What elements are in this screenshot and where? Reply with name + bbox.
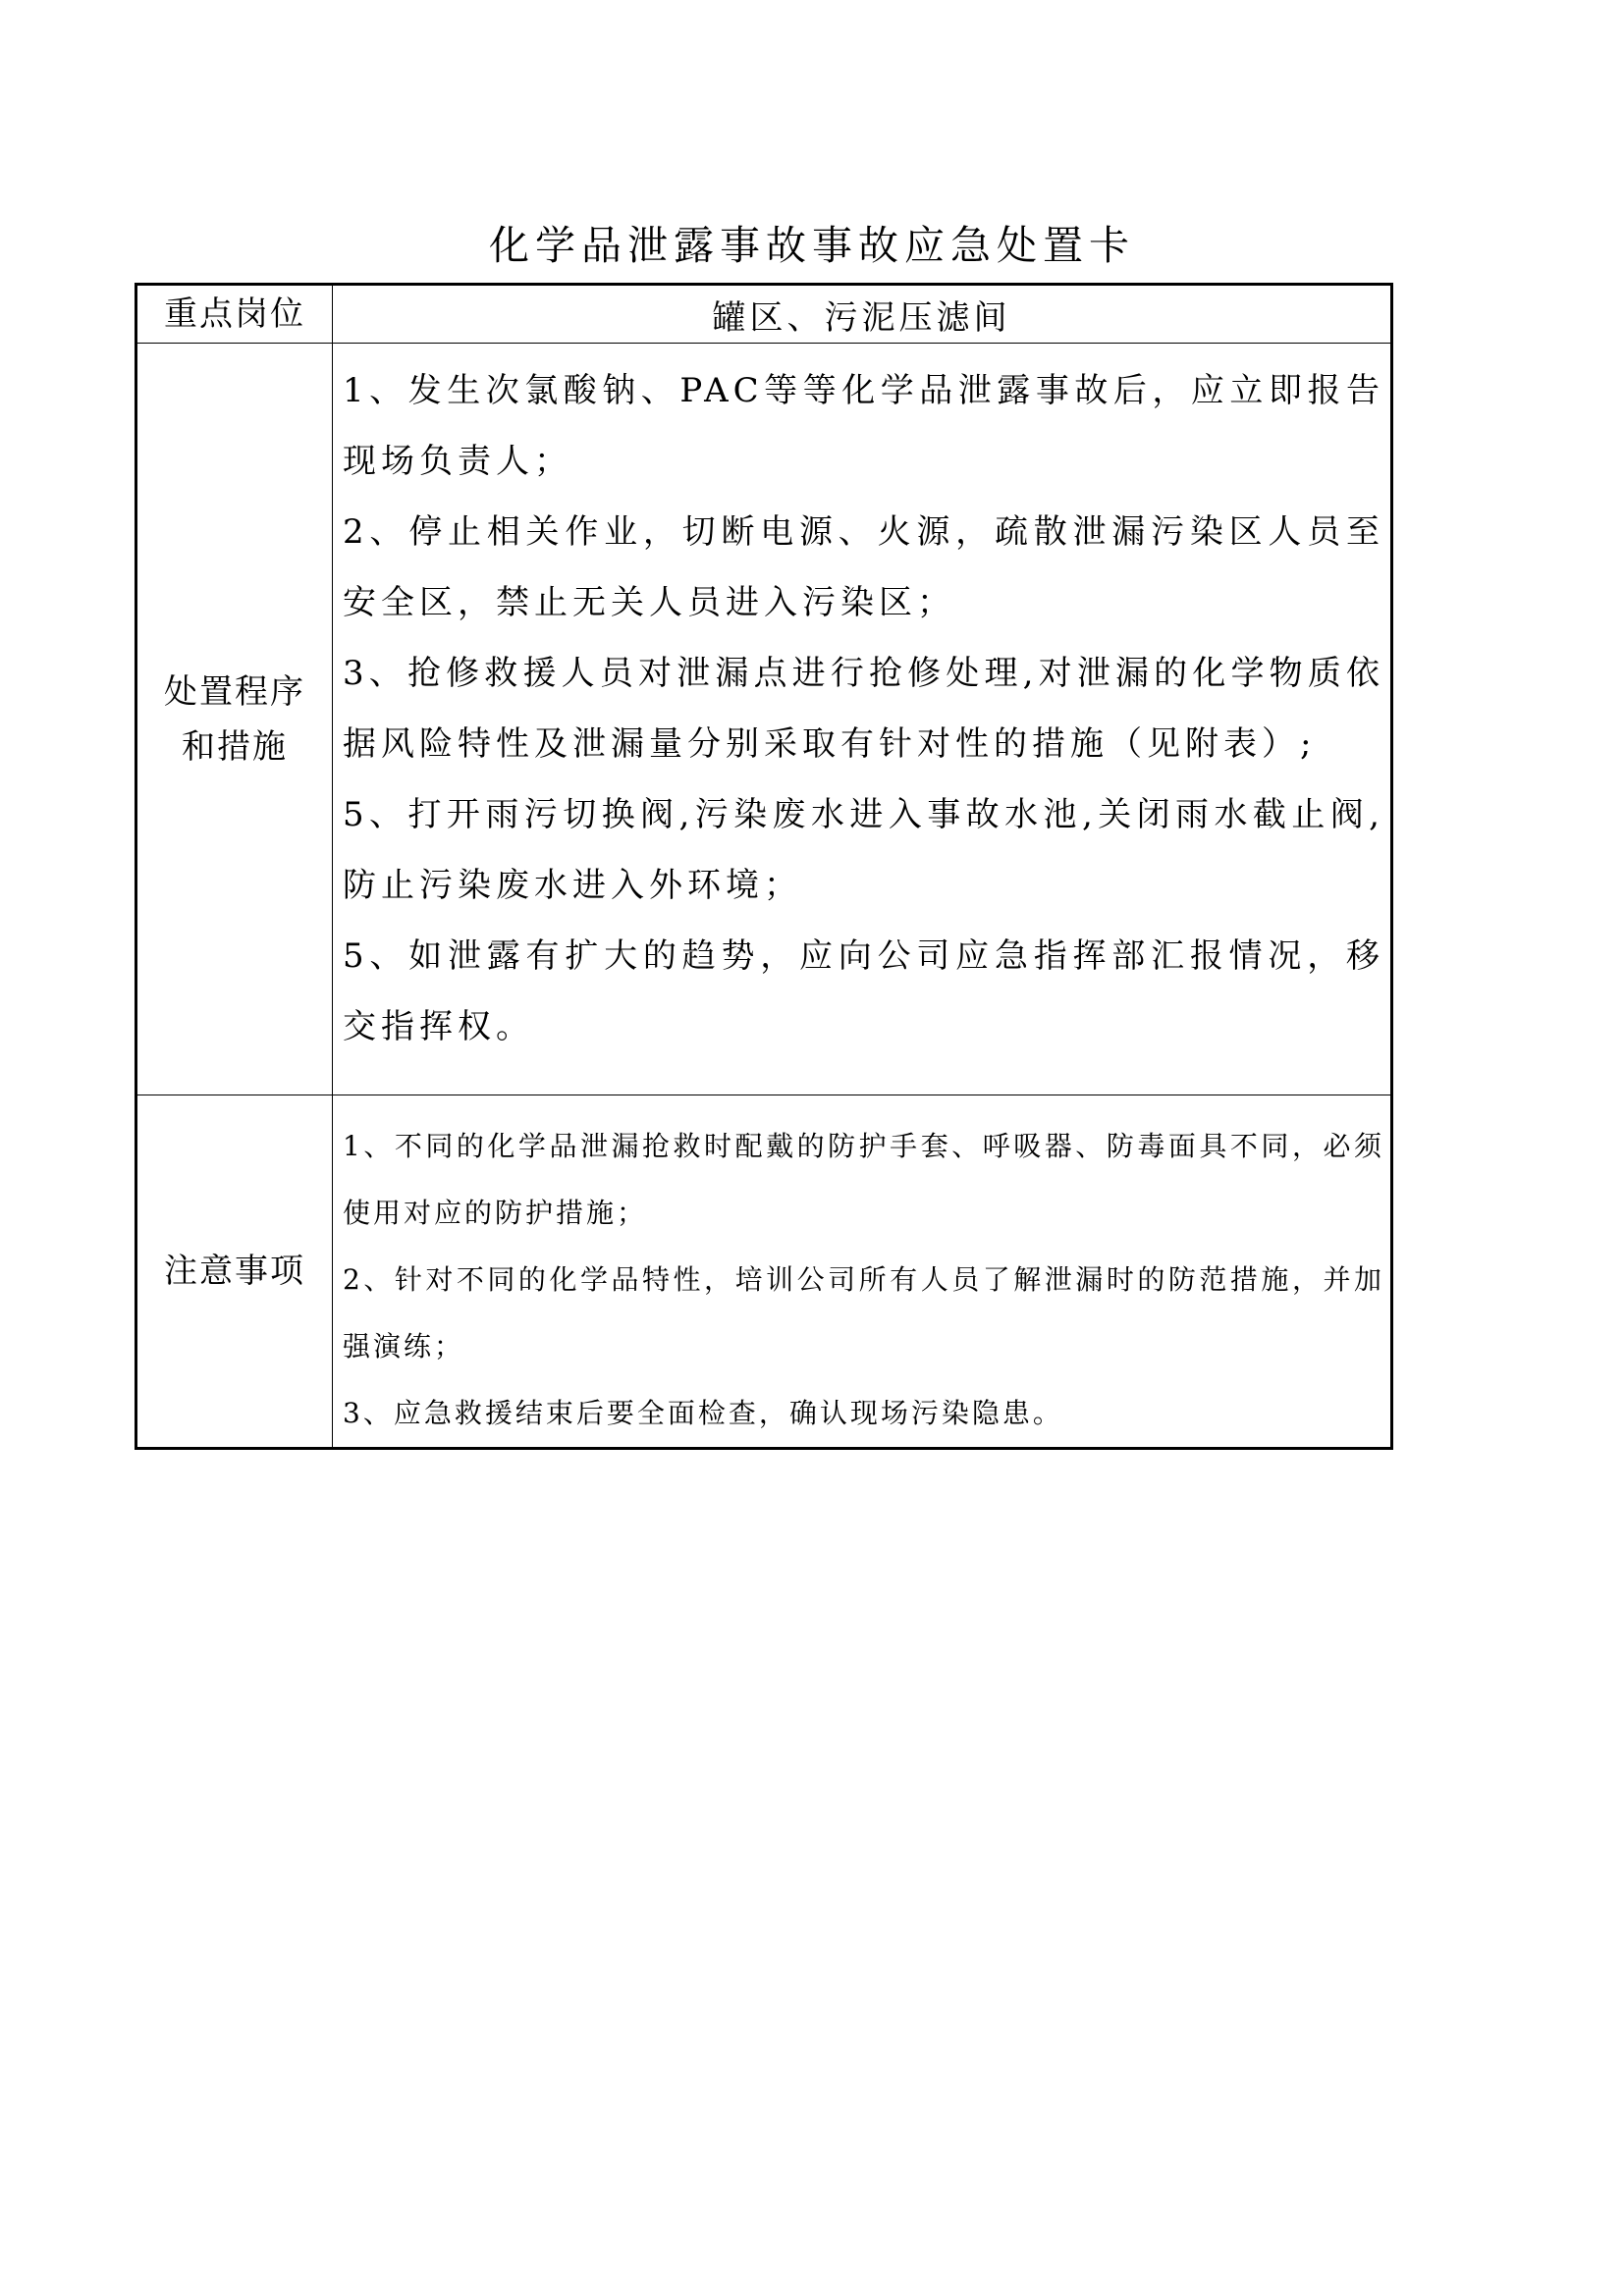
procedure-item: 1、发生次氯酸钠、PAC等等化学品泄露事故后，应立即报告现场负责人；: [343, 371, 1384, 481]
procedure-item: 5、打开雨污切换阀,污染废水进入事故水池,关闭雨水截止阀,防止污染废水进入外环境；: [343, 795, 1384, 905]
table-row-notes: [136, 1095, 1392, 1449]
procedure-label-line2: 和措施: [182, 726, 288, 767]
notes-content: [333, 1095, 1392, 1449]
procedure-label-line1: 处置程序: [164, 671, 305, 712]
procedure-content: [333, 344, 1392, 1095]
notes-label: 注意事项: [136, 1095, 333, 1449]
page-title: 化学品泄露事故事故应急处置卡: [489, 222, 1135, 269]
post-label: 重点岗位: [136, 285, 333, 344]
table-row-post: [136, 285, 1392, 344]
note-item: 2、针对不同的化学品特性，培训公司所有人员了解泄漏时的防范措施，并加强演练；: [343, 1263, 1384, 1362]
note-item: 3、应急救援结束后要全面检查，确认现场污染隐患。: [343, 1397, 1063, 1429]
post-value: 罐区、污泥压滤间: [333, 285, 1392, 344]
note-item: 1、不同的化学品泄漏抢救时配戴的防护手套、呼吸器、防毒面具不同，必须使用对应的防护措施；: [343, 1130, 1384, 1229]
procedure-item: 5、如泄露有扩大的趋势，应向公司应急指挥部汇报情况，移交指挥权。: [343, 936, 1384, 1046]
procedure-item: 2、停止相关作业，切断电源、火源，疏散泄漏污染区人员至安全区，禁止无关人员进入污染区；: [343, 512, 1384, 622]
procedure-item: 3、抢修救援人员对泄漏点进行抢修处理,对泄漏的化学物质依据风险特性及泄漏量分别采取有针对性的措施（见附表）;: [343, 654, 1384, 764]
emergency-card-table: [135, 283, 1393, 1450]
procedure-label: [136, 344, 333, 1095]
table-row-procedure: [136, 344, 1392, 1095]
